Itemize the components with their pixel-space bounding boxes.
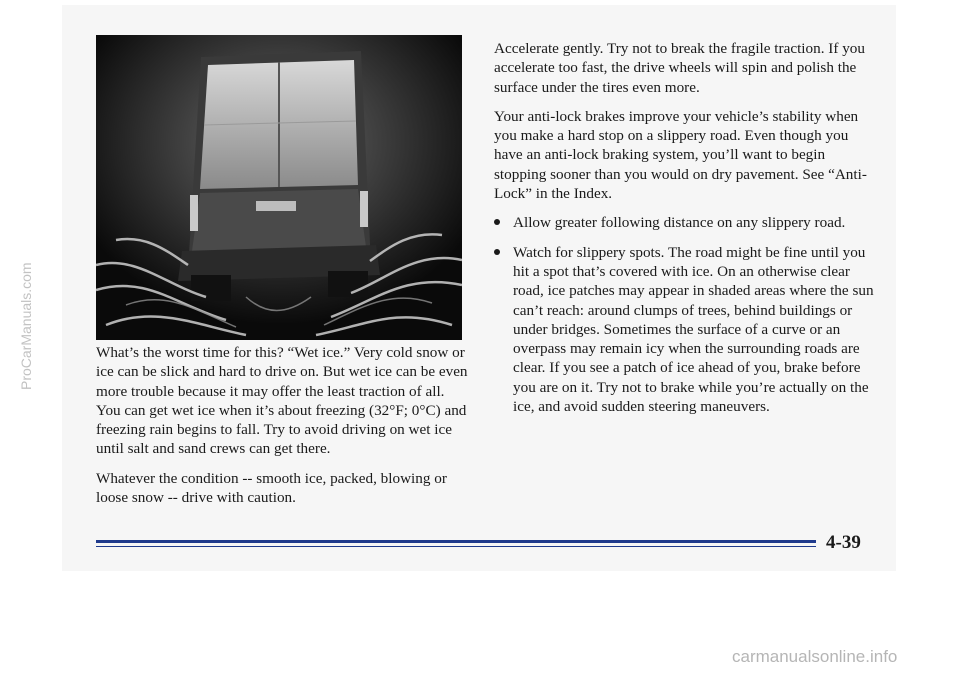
accelerate-paragraph: Accelerate gently. Try not to break the fragile traction. If you accelerate too fast, the drive wheels will spin and polish the surface under the tires even more. (494, 40, 865, 96)
wet-ice-paragraph: What’s the worst time for this? “Wet ice.” Very cold snow or ice can be slick and hard to drive on. But wet ice can be even more trouble because it may offer the least traction of all. You can get wet ice when it’s about freezing (32°F; 0°C) and freezing rain begins to fall. Try to avoid driving on wet ice until salt and sand crews can get there. (96, 344, 468, 458)
list-item (494, 213, 874, 232)
tips-list (494, 213, 874, 416)
list-item-text: Allow greater following distance on any slippery road. (513, 214, 846, 232)
caution-paragraph: Whatever the condition -- smooth ice, packed, blowing or loose snow -- drive with caution. (96, 469, 447, 507)
list-item (494, 243, 874, 417)
footer-rule (96, 540, 816, 543)
vehicle-on-ice-photo (96, 35, 462, 340)
left-column (96, 343, 468, 517)
bullet-icon (494, 249, 500, 255)
page-number: 4-39 (826, 532, 861, 553)
list-item-text: Watch for slippery spots. The road might be fine until you hit a spot that’s covered with ice. On an otherwise clear road, ice patches may appear in shaded areas where the sun can’t reach: around clumps of trees, behind buildings or under bridges. Sometimes the surface of a curve or an overpass may remain icy when the surrounding roads are clear. If you see a patch of ice ahead of you, brake before you are on it. Try not to brake while you’re actually on the ice, and avoid sudden steering maneuvers. (513, 243, 874, 416)
side-watermark: ProCarManuals.com (18, 262, 34, 390)
bullet-icon (494, 219, 500, 225)
vehicle-rear-illustration (96, 35, 462, 340)
anti-lock-paragraph: Your anti-lock brakes improve your vehicle’s stability when you make a hard stop on a slippery road. Even though you have an anti-lock braking system, you’ll want to begin stopping sooner than you would on dry pavement. See “Anti-Lock” in the Index. (494, 107, 867, 203)
footer-rule-thin (96, 546, 816, 547)
right-column (494, 39, 874, 426)
bottom-watermark: carmanualsonline.info (732, 647, 898, 666)
